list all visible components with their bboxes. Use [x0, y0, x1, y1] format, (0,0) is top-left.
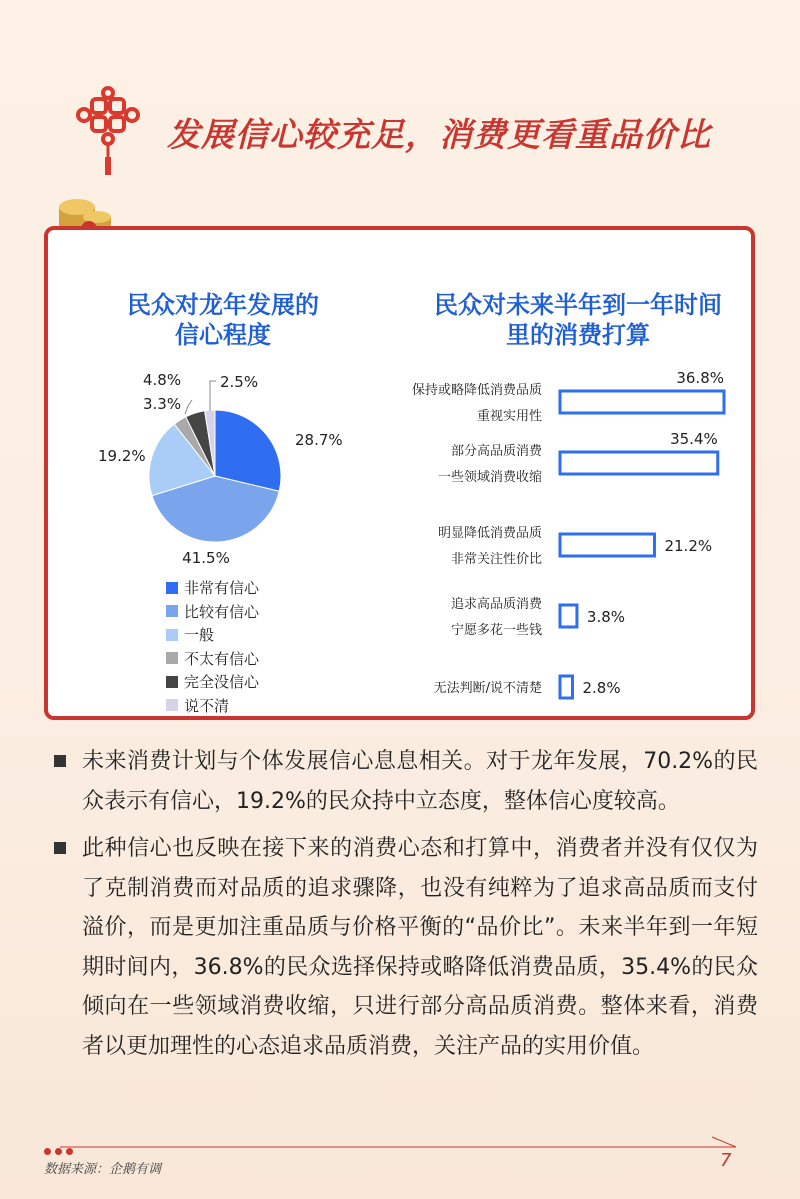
bar-value-label: 2.8%: [582, 679, 621, 697]
legend-item: [166, 694, 259, 718]
bar-value-label: 36.8%: [676, 369, 724, 387]
bar-chart-title: 民众对未来半年到一年时间 里的消费打算: [434, 291, 722, 349]
legend-item: [166, 600, 259, 624]
bar: [560, 534, 654, 556]
bar-category-label: 宁愿多花一些钱: [450, 623, 542, 638]
chart-panel: [44, 226, 755, 720]
legend-item: [166, 647, 259, 671]
bar-category-label: 一些领域消费收缩: [437, 470, 542, 485]
bullet-square-icon: [54, 755, 66, 767]
page-header: [70, 85, 770, 175]
dot: [66, 1148, 73, 1155]
legend-label: 一般: [184, 626, 215, 645]
bar-value-label: 21.2%: [664, 537, 713, 555]
legend-swatch: [166, 629, 178, 641]
pie-value-label: 19.2%: [98, 447, 146, 465]
bar-category-label: 保持或略降低消费品质: [411, 383, 542, 398]
bar-category-label: 无法判断/说不清楚: [433, 681, 542, 696]
page-title: 发展信心较充足，消费更看重品价比: [167, 115, 711, 154]
bar-category-label: 非常关注性价比: [450, 552, 542, 567]
legend-swatch: [166, 699, 178, 711]
pie-chart-title: 民众对龙年发展的 信心程度: [127, 291, 319, 349]
pie-value-label: 41.5%: [182, 549, 230, 567]
pie-value-label: 4.8%: [143, 371, 182, 389]
observation-item: [46, 829, 758, 1066]
bar: [560, 605, 577, 627]
legend-item: [166, 623, 259, 647]
footer-dots: [44, 1140, 77, 1159]
pie-value-label: 2.5%: [220, 373, 259, 391]
legend-swatch: [166, 605, 178, 617]
bar-category-label: 明显降低消费品质: [437, 526, 542, 541]
pie-legend: [166, 576, 259, 717]
pie-value-label: 3.3%: [143, 395, 182, 413]
legend-label: 说不清: [184, 696, 230, 715]
bar-category-label: 重视实用性: [476, 409, 542, 424]
bar-value-label: 3.8%: [586, 608, 626, 626]
legend-label: 完全没信心: [184, 673, 260, 692]
observation-item: [46, 742, 758, 821]
legend-swatch: [166, 582, 178, 594]
observations-list: [46, 742, 758, 1074]
bar-category-label: 部分高品质消费: [450, 444, 542, 459]
legend-swatch: [166, 652, 178, 664]
legend-swatch: [166, 676, 178, 688]
chinese-knot-icon: [70, 85, 154, 181]
bar: [560, 391, 724, 413]
legend-item: [166, 670, 259, 694]
observation-text: 此种信心也反映在接下来的消费心态和打算中，消费者并没有仅仅为了克制消费而对品质的追求骤降，也没有纯粹为了追求高品质而支付溢价，而是更加注重品质与价格平衡的“品价比”。未来半年到一年短期时间内，36.8%的民众选择保持或略降低消费品质，35.4%的民众倾向在一些领域消费收缩，只进行部分高品质消费。整体来看，消费者以更加理性的心态追求品质消费，关注产品的实用价值。: [82, 836, 758, 1059]
bar-value-label: 35.4%: [670, 430, 718, 448]
dot: [55, 1148, 62, 1155]
legend-item: [166, 576, 259, 600]
legend-label: 比较有信心: [184, 602, 260, 621]
dot: [44, 1148, 51, 1155]
bullet-square-icon: [54, 842, 66, 854]
bar-category-label: 追求高品质消费: [450, 597, 542, 612]
legend-label: 不太有信心: [184, 649, 260, 668]
observation-text: 未来消费计划与个体发展信心息息相关。对于龙年发展，70.2%的民众表示有信心，19.2%的民众持中立态度，整体信心度较高。: [82, 749, 758, 814]
legend-label: 非常有信心: [184, 579, 260, 598]
footer-divider: [0, 1125, 800, 1155]
bar: [560, 452, 718, 474]
pie-value-label: 28.7%: [295, 431, 343, 449]
data-source: 数据来源：企鹅有调: [44, 1162, 162, 1177]
bar: [560, 676, 572, 698]
page-number: 7: [720, 1150, 732, 1171]
